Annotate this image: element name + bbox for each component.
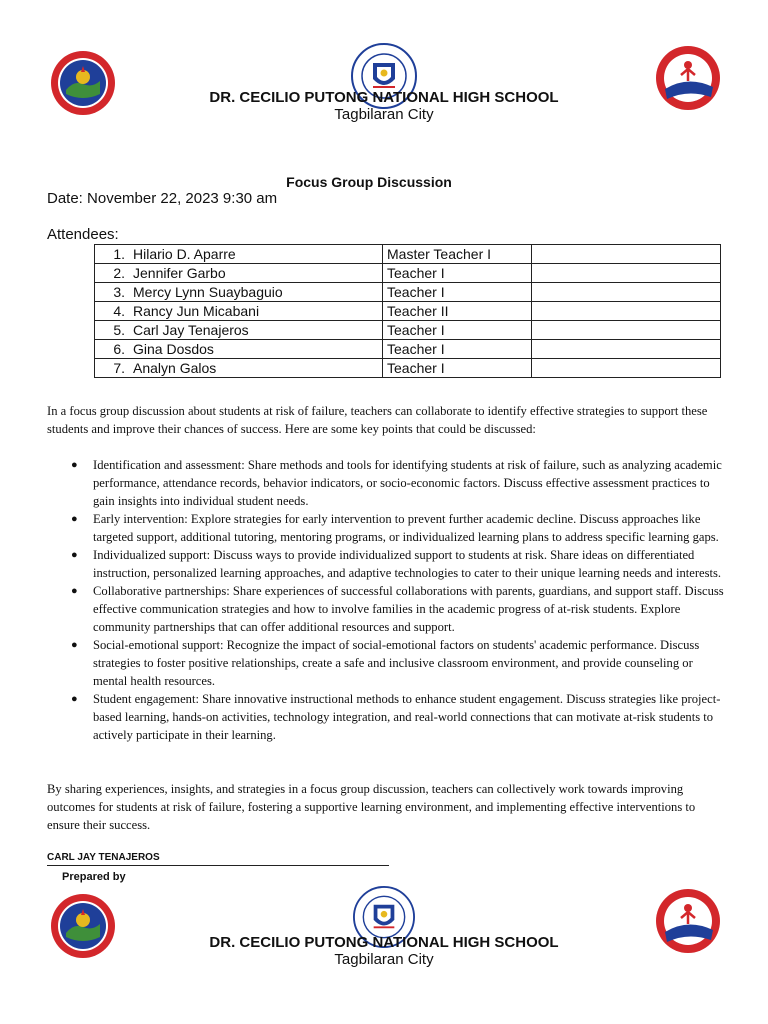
attendee-name-cell: 1. Hilario D. Aparre [95,245,383,264]
attendee-extra-cell [532,302,721,321]
attendee-position-cell: Master Teacher I [383,245,532,264]
bullet-icon: ● [71,693,78,705]
attendee-extra-cell [532,283,721,302]
attendee-position-cell: Teacher II [383,302,532,321]
bullet-icon: ● [71,585,78,597]
table-row [95,302,721,321]
table-row [95,359,721,378]
table-row [95,264,721,283]
attendee-name-cell: 7. Analyn Galos [95,359,383,378]
list-item: ● Collaborative partnerships: Share experiences of successful collaborations with parents, guardians, and support staff. Discuss effective communication strategies and how to involve families in the academic progress of at-risk students. Explore community partnerships that can offer additional resources and support. [71,584,724,634]
bullet-icon: ● [71,459,78,471]
attendee-position-cell: Teacher I [383,359,532,378]
attendee-extra-cell [532,359,721,378]
attendee-position-cell: Teacher I [383,264,532,283]
attendee-position-cell: Teacher I [383,340,532,359]
attendee-name-cell: 3. Mercy Lynn Suaybaguio [95,283,383,302]
attendee-extra-cell [532,264,721,283]
attendee-name-cell: 5. Carl Jay Tenajeros [95,321,383,340]
attendee-position-cell: Teacher I [383,321,532,340]
school-city-footer: Tagbilaran City [334,951,434,968]
list-item: ● Identification and assessment: Share methods and tools for identifying students at risk of failure, such as analyzing academic performance, attendance records, behavior indicators, or socio-economic factors. Discuss effective assessment practices to gain insights into individual student needs. [71,458,722,508]
prepared-by-label: Prepared by [62,871,126,883]
school-city-header: Tagbilaran City [334,106,434,123]
attendee-position-cell: Teacher I [383,283,532,302]
table-row [95,340,721,359]
attendee-extra-cell [532,245,721,264]
attendee-extra-cell [532,340,721,359]
list-item: ● Individualized support: Discuss ways to provide individualized support to students at risk. Share ideas on differentiated instruction, personalized learning approaches, and adaptive technologies to cater to their unique learning needs and interests. [71,548,722,580]
discussion-points-list [47,456,727,744]
meeting-date: Date: November 22, 2023 9:30 am [47,190,278,207]
list-item: ● Social-emotional support: Recognize the impact of social-emotional factors on students' academic performance. Discuss strategies to foster positive relationships, create a safe and inclusive classroom environment, and provide counseling or mental health resources. [71,638,700,688]
intro-paragraph: In a focus group discussion about students at risk of failure, teachers can collaborate to identify effective strategies to support these students and improve their chances of success. Here are some key points that could be discussed: [47,404,708,436]
document-title: Focus Group Discussion [286,174,452,190]
attendee-name-cell: 2. Jennifer Garbo [95,264,383,283]
table-row [95,283,721,302]
table-row [95,245,721,264]
bullet-icon: ● [71,513,78,525]
school-name-header: DR. CECILIO PUTONG NATIONAL HIGH SCHOOL [209,89,559,106]
closing-paragraph: By sharing experiences, insights, and strategies in a focus group discussion, teachers can collectively work towards improving outcomes for students at risk of failure, fostering a supportive learning environment, and implementing effective interventions to ensure their success. [47,782,696,832]
attendees-table [94,244,721,378]
bullet-icon: ● [71,549,78,561]
attendee-name-cell: 6. Gina Dosdos [95,340,383,359]
attendee-extra-cell [532,321,721,340]
list-item: ● Early intervention: Explore strategies for early intervention to prevent further academic decline. Discuss approaches like targeted support, additional tutoring, mentoring programs, or individualized learning plans to address specific learning gaps. [71,512,719,544]
bullet-icon: ● [71,639,78,651]
table-row [95,321,721,340]
list-item: ● Student engagement: Share innovative instructional methods to enhance student engagement. Discuss strategies like project-based learning, hands-on activities, technology integration, and real-world connections that can motivate at-risk students to actively participate in their learning. [71,692,721,742]
preparer-name: CARL JAY TENAJEROS [47,851,389,866]
attendee-name-cell: 4. Rancy Jun Micabani [95,302,383,321]
school-name-footer: DR. CECILIO PUTONG NATIONAL HIGH SCHOOL [209,934,559,951]
attendees-label: Attendees: [47,226,119,243]
